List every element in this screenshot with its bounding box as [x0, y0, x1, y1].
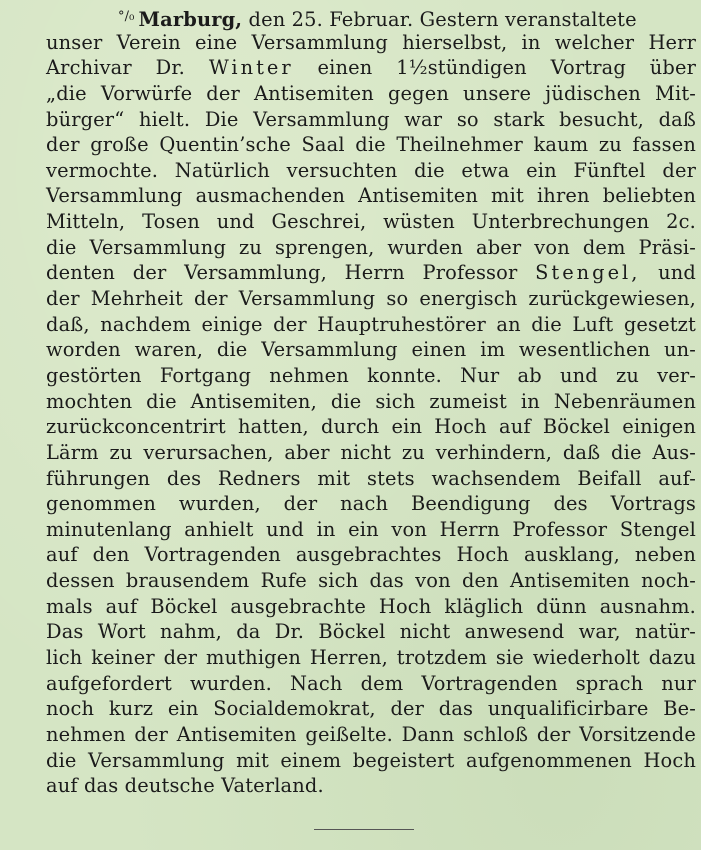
section-divider	[314, 829, 414, 830]
article-text: und	[640, 261, 696, 285]
dateline-text: den 25. Februar. Gestern veranstaltete	[242, 8, 637, 31]
article-line: lich keiner der muthigen Herren, trotzdem sie wiederholt dazu	[46, 646, 696, 670]
article-line: „die Vorwürfe der Antisemiten gegen unsere jüdischen Mit-	[46, 81, 696, 105]
news-article	[46, 4, 696, 799]
speaker-name: Winter	[208, 56, 294, 80]
article-line	[46, 260, 696, 286]
article-line: aufgefordert wurden. Nach dem Vortragenden sprach nur	[46, 671, 696, 695]
article-line: vermochte. Natürlich versuchten die etwa ein Fünftel der	[46, 158, 696, 182]
article-text: denten der Versammlung, Herrn Professor	[46, 261, 536, 285]
article-line	[46, 4, 637, 31]
article-line: der große Quentin’sche Saal die Theilnehmer kaum zu fassen	[46, 133, 696, 157]
article-line: auf das deutsche Vaterland.	[46, 774, 324, 798]
dateline-place: Marburg,	[138, 8, 243, 31]
article-line	[46, 55, 696, 81]
article-line: Lärm zu verursachen, aber nicht zu verhindern, daß die Aus-	[46, 440, 696, 464]
article-line: Das Wort nahm, da Dr. Böckel nicht anwesend war, natür-	[46, 620, 696, 644]
article-line: mochten die Antisemiten, die sich zumeist in Nebenräumen	[46, 389, 696, 413]
article-line: minutenlang anhielt und in ein von Herrn Professor Stengel	[46, 517, 696, 541]
article-line: die Versammlung mit einem begeistert aufgenommenen Hoch	[46, 748, 696, 772]
article-line: genommen wurden, der nach Beendigung des Vortrags	[46, 492, 696, 516]
article-line: dessen brausendem Rufe sich das von den Antisemiten noch-	[46, 569, 696, 593]
article-text: Archivar Dr.	[46, 56, 185, 80]
article-line: auf den Vortragenden ausgebrachtes Hoch ausklang, neben	[46, 543, 696, 567]
article-line: worden waren, die Versammlung einen im wesentlichen un-	[46, 338, 696, 362]
article-text: einen 1½stündigen Vortrag über	[293, 56, 696, 80]
article-line: die Versammlung zu sprengen, wurden aber von dem Präsi-	[46, 235, 696, 259]
article-line: daß, nachdem einige der Hauptruhestörer an die Luft gesetzt	[46, 312, 696, 336]
article-line: mals auf Böckel ausgebrachte Hoch kläglich dünn ausnahm.	[46, 594, 696, 618]
article-line: unser Verein eine Versammlung hierselbst, in welcher Herr	[46, 30, 696, 54]
article-line: führungen des Redners mit stets wachsendem Beifall auf-	[46, 466, 696, 490]
article-line: nehmen der Antisemiten geißelte. Dann schloß der Vorsitzende	[46, 722, 696, 746]
article-line: zurückconcentrirt hatten, durch ein Hoch auf Böckel einigen	[46, 415, 696, 439]
correspondent-marker: °/₀	[118, 9, 135, 24]
professor-name: Stengel,	[535, 261, 641, 285]
article-line: bürger“ hielt. Die Versammlung war so stark besucht, daß	[46, 107, 696, 131]
article-line: noch kurz ein Socialdemokrat, der das unqualificirbare Be-	[46, 697, 696, 721]
article-line: Mitteln, Tosen und Geschrei, wüsten Unterbrechungen 2c.	[46, 210, 696, 234]
article-line: gestörten Fortgang nehmen konnte. Nur ab und zu ver-	[46, 363, 696, 387]
article-line: der Mehrheit der Versammlung so energisch zurückgewiesen,	[46, 287, 696, 311]
article-line: Versammlung ausmachenden Antisemiten mit ihren beliebten	[46, 184, 696, 208]
